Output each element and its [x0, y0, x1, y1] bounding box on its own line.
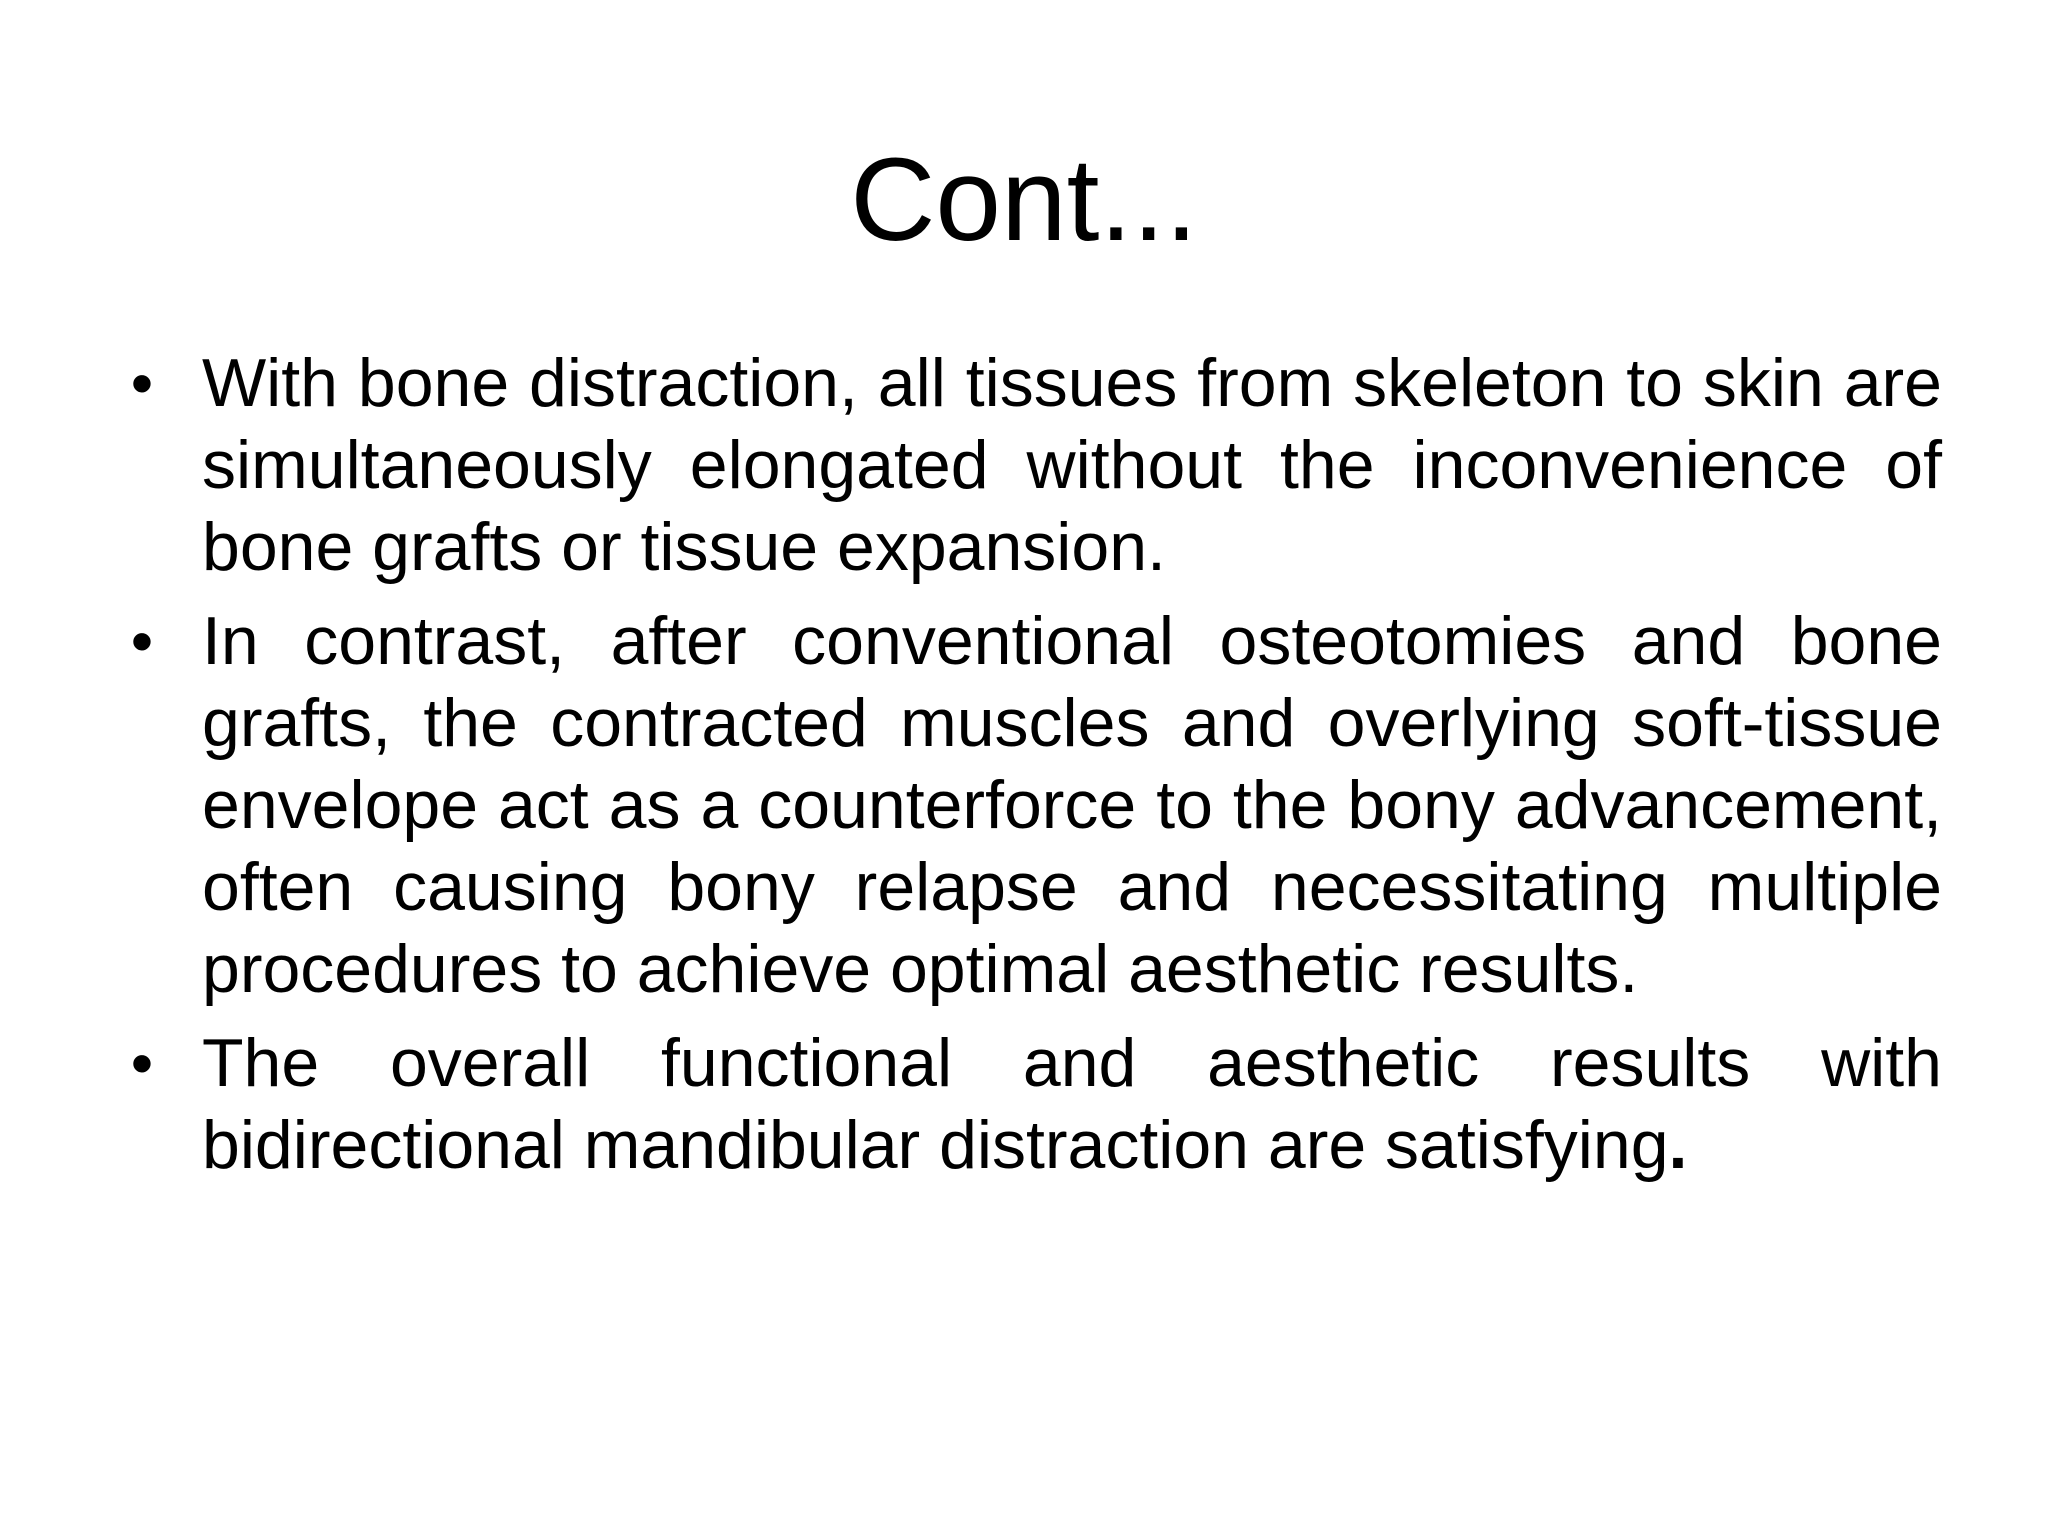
- bullet-icon: •: [130, 1027, 154, 1099]
- slide-title: Cont...: [850, 134, 1198, 266]
- bullet-icon: •: [130, 605, 154, 677]
- bullet-trailing-period: .: [1668, 1107, 1688, 1183]
- bullet-text: In contrast, after conventional osteotomies and bone grafts, the contracted muscles and overlying soft-tissue envelope act as a counterforce to the bony advancement, often causing bony relapse and necessitating multiple procedures to achieve optimal aesthetic results.: [202, 603, 1942, 1007]
- bullet-item-1: [122, 342, 1942, 588]
- bullet-icon: •: [130, 347, 154, 419]
- bullet-item-3: [122, 1022, 1942, 1186]
- bullet-text-wrapper: [202, 1022, 1942, 1186]
- bullet-text: The overall functional and aesthetic results with bidirectional mandibular distraction are satisfying: [202, 1025, 1942, 1183]
- bullet-list: [122, 342, 1942, 1198]
- bullet-text: With bone distraction, all tissues from skeleton to skin are simultaneously elongated without the inconvenience of bone grafts or tissue expansion.: [202, 345, 1942, 585]
- bullet-item-2: [122, 600, 1942, 1010]
